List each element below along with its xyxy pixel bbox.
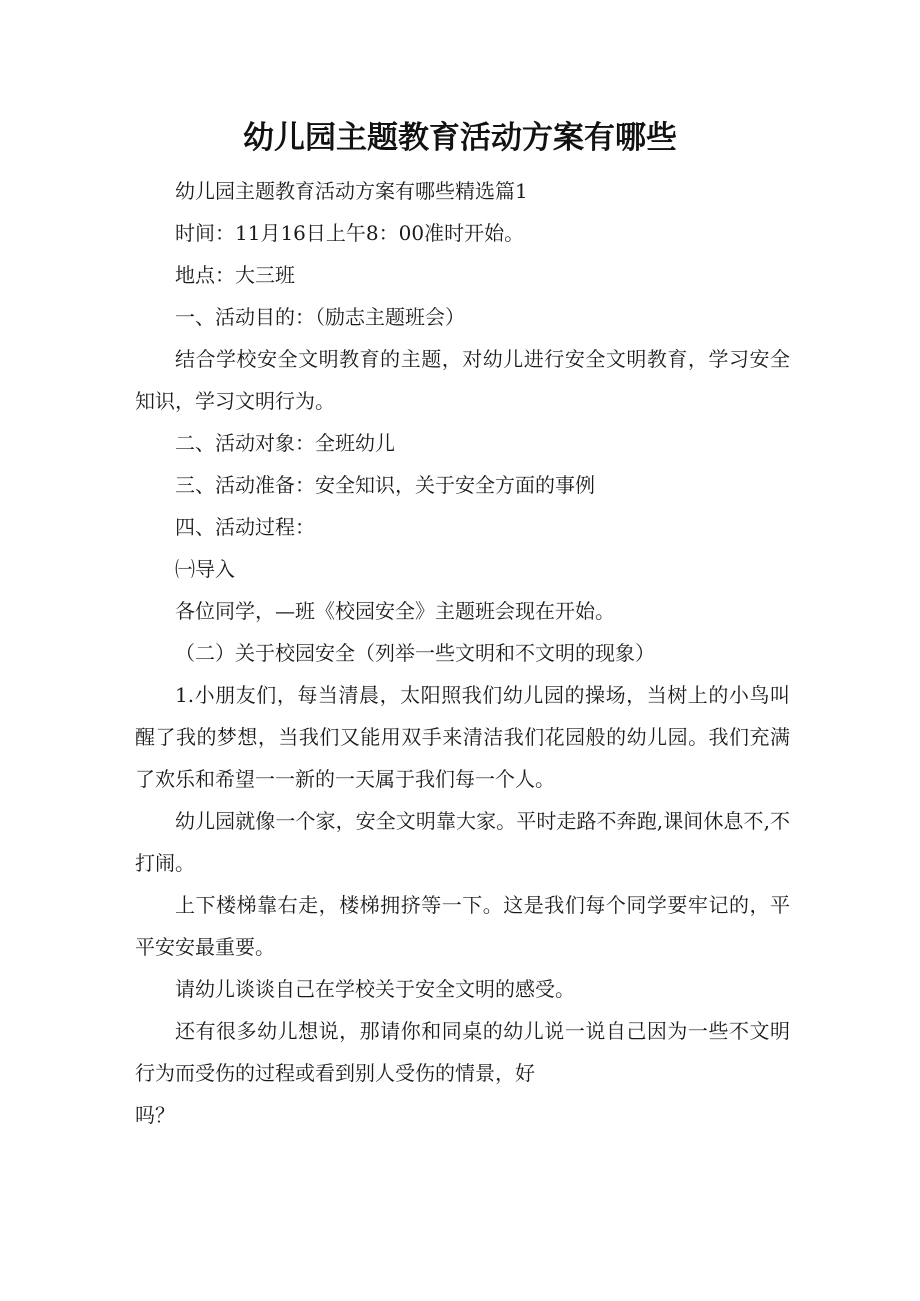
location-line: 地点：大三班: [175, 263, 295, 287]
intro-subheading: ㈠导入: [175, 557, 235, 581]
section-heading: 幼儿园主题教育活动方案有哪些精选篇1: [175, 179, 528, 203]
paragraph-continuation: 吗？: [135, 1103, 175, 1127]
activity-target-line: 二、活动对象：全班幼儿: [175, 431, 395, 455]
paragraph: 1.小朋友们，每当清晨，太阳照我们幼儿园的操场，当树上的小鸟叫醒了我的梦想，当我们又能用双手来清洁我们花园般的幼儿园。我们充满了欢乐和希望一一新的一天属于我们每一个人。: [135, 683, 790, 791]
paragraph: 还有很多幼儿想说，那请你和同桌的幼儿说一说自己因为一些不文明行为而受伤的过程或看到别人受伤的情景，好: [135, 1019, 790, 1085]
paragraph: 上下楼梯靠右走，楼梯拥挤等一下。这是我们每个同学要牢记的，平平安安最重要。: [135, 893, 790, 959]
document-body: [135, 170, 790, 1136]
campus-safety-subheading: （二）关于校园安全（列举一些文明和不文明的现象）: [175, 641, 655, 665]
activity-preparation-line: 三、活动准备：安全知识，关于安全方面的事例: [175, 473, 595, 497]
activity-goal-heading: 一、活动目的：（励志主题班会）: [175, 305, 465, 329]
intro-text: 各位同学，—班《校园安全》主题班会现在开始。: [175, 599, 615, 623]
time-line: 时间：11月16日上午8：00准时开始。: [175, 221, 525, 245]
activity-process-heading: 四、活动过程：: [175, 515, 315, 539]
paragraph: 幼儿园就像一个家，安全文明靠大家。平时走路不奔跑,课间休息不,不打闹。: [135, 809, 790, 875]
activity-goal-text: 结合学校安全文明教育的主题，对幼儿进行安全文明教育，学习安全知识，学习文明行为。: [135, 347, 790, 413]
paragraph: 请幼儿谈谈自己在学校关于安全文明的感受。: [175, 977, 575, 1001]
document-title: 幼儿园主题教育活动方案有哪些: [243, 120, 677, 156]
